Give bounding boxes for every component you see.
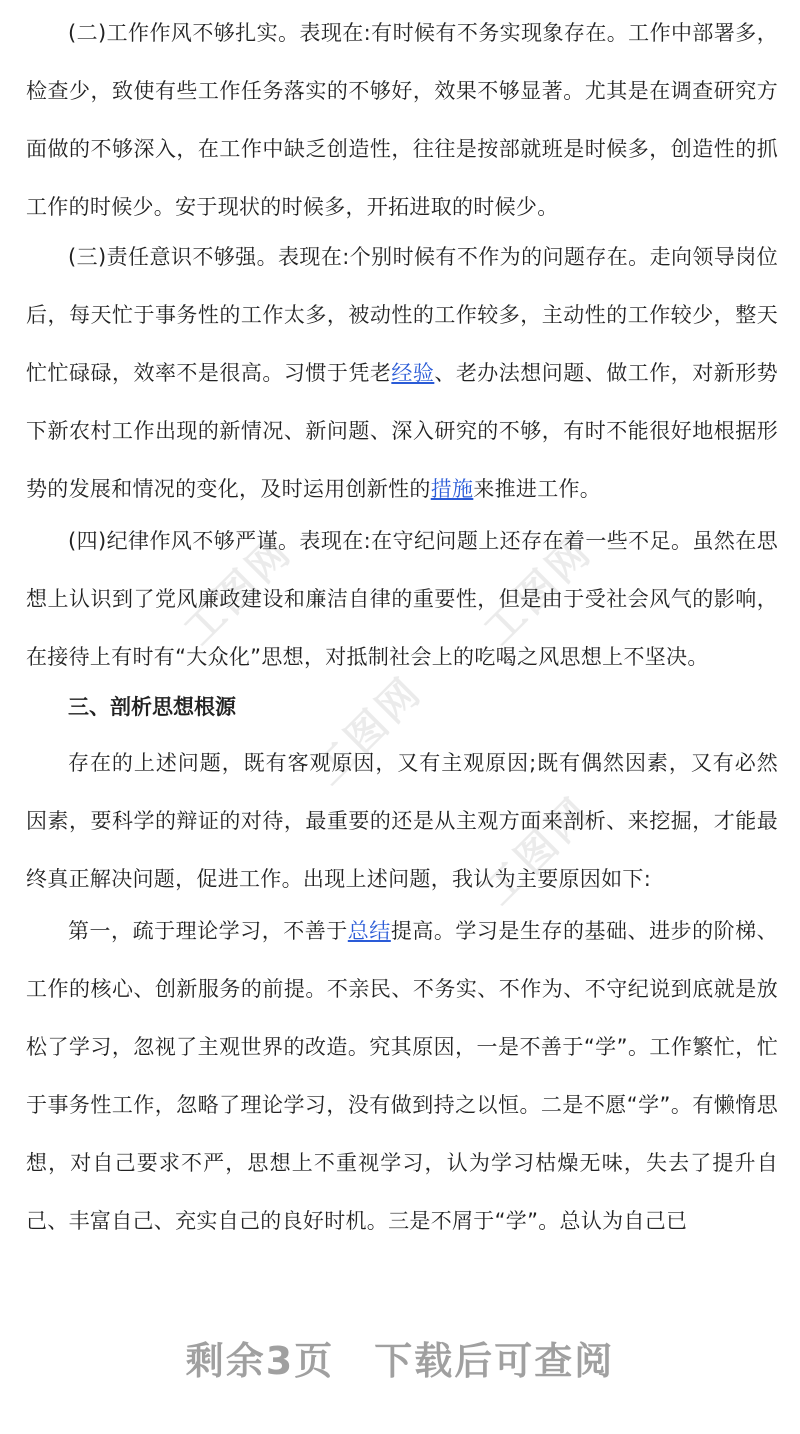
watermark: 工图网 <box>475 528 602 654</box>
paragraph-text: 、老办法想问题、做工作，对新形势下新农村工作出现的新情况、新问题、深入研究的不够，有时不能很好地根据形势的发展和情况的变化，及时运用创新性的 <box>26 361 778 501</box>
paragraph-first-reason <box>26 902 778 1250</box>
link-summary[interactable]: 总结 <box>347 919 391 943</box>
section-heading: 三、剖析思想根源 <box>68 695 236 719</box>
paragraph-work-style: (二)工作作风不够扎实。表现在:有时候有不务实现象存在。工作中部署多，检查少，致使有些工作任务落实的不够好，效果不够显著。尤其是在调查研究方面做的不够深入，在工作中缺乏创造性，往往是按部就班是时候多，创造性的抓工作的时候少。安于现状的时候多，开拓进取的时候少。 <box>26 21 778 219</box>
paragraph-text: (三)责任意识不够强。表现在:个别时候有不作为的问题存在。走向领导岗位后，每天忙于事务性的工作太多，被动性的工作较多，主动性的工作较少，整天忙忙碌碌，效率不是很高。习惯于凭老 <box>26 245 778 385</box>
watermark: 工图网 <box>475 788 602 914</box>
link-experience[interactable]: 经验 <box>391 361 435 385</box>
paragraph-text: 第一，疏于理论学习，不善于 <box>68 919 348 943</box>
link-measures[interactable]: 措施 <box>430 477 474 501</box>
remaining-pages-label: 剩余3页 <box>185 1339 335 1383</box>
paragraph-text: 提高。学习是生存的基础、进步的阶梯、工作的核心、创新服务的前提。不亲民、不务实、不作为、不守纪说到底就是放松了学习，忽视了主观世界的改造。究其原因，一是不善于“学”。工作繁忙，忙于事务性工作，忽略了理论学习，没有做到持之以恒。二是不愿“学”。有懒惰思想，对自己要求不严，思想上不重视学习，认为学习枯燥无味，失去了提升自己、丰富自己、充实自己的良好时机。三是不屑于“学”。总认为自己已 <box>26 919 778 1233</box>
watermark: 工图网 <box>175 528 302 654</box>
paragraph-discipline: (四)纪律作风不够严谨。表现在:在守纪问题上还存在着一些不足。虽然在思想上认识到了党风廉政建设和廉洁自律的重要性，但是由于受社会风气的影响，在接待上有时有“大众化”思想，对抵制社会上的吃喝之风思想上不坚决。 <box>26 529 778 669</box>
download-label: 下载后可查阅 <box>374 1339 615 1383</box>
paragraph-responsibility <box>26 228 778 518</box>
download-prompt[interactable] <box>0 1330 800 1385</box>
paragraph-root-causes: 存在的上述问题，既有客观原因，又有主观原因;既有偶然因素，又有必然因素，要科学的辩证的对待，最重要的还是从主观方面来剖析、来挖掘，才能最终真正解决问题，促进工作。出现上述问题，我认为主要原因如下: <box>26 751 778 891</box>
watermark: 工图网 <box>305 668 432 794</box>
paragraph-text: 来推进工作。 <box>473 477 602 501</box>
